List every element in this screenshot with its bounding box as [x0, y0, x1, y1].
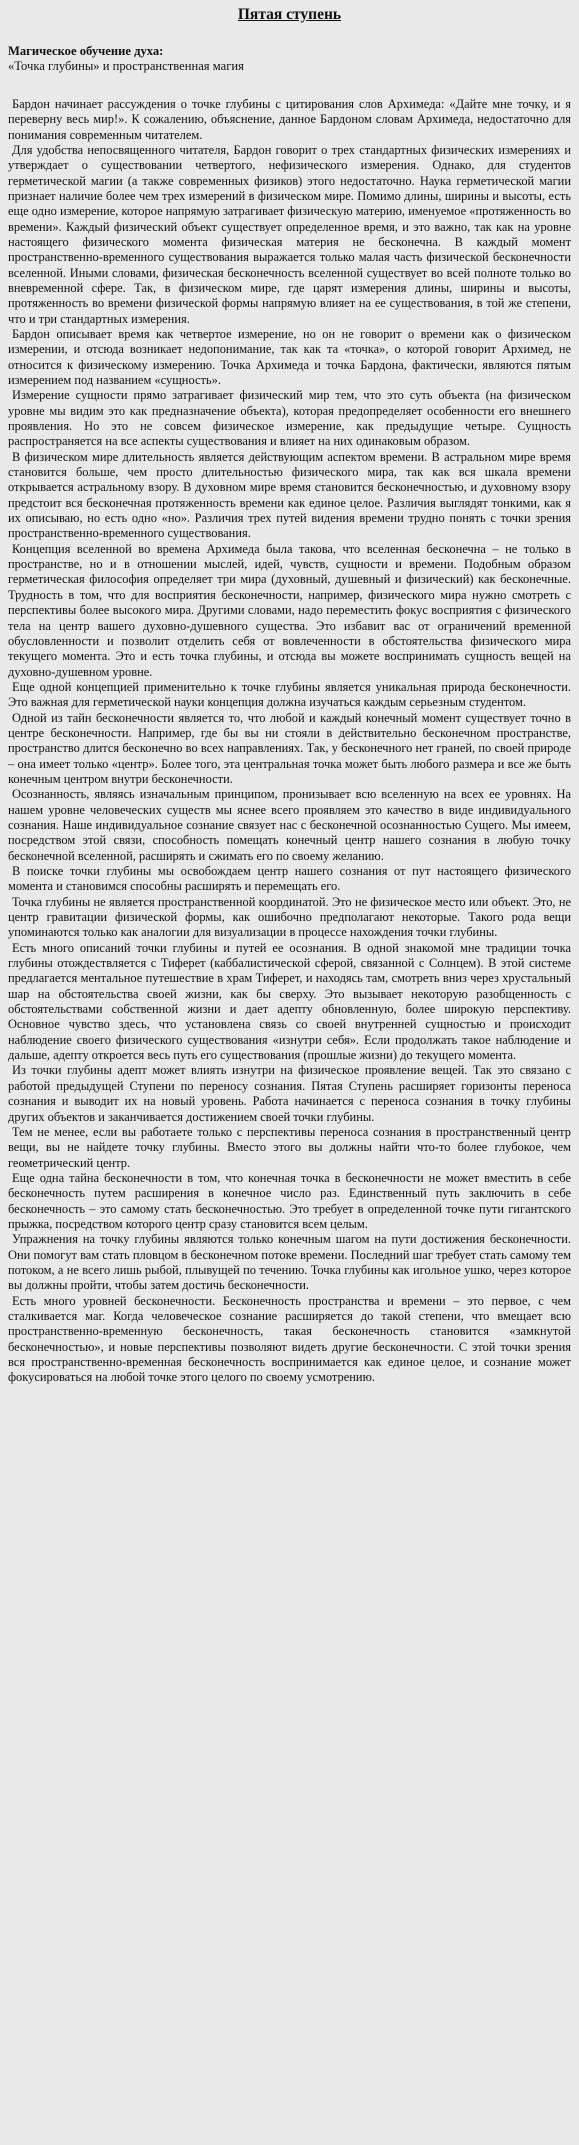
subtitle: «Точка глубины» и пространственная магия — [8, 59, 244, 74]
paragraph: Еще одна тайна бесконечности в том, что конечная точка в бесконечности не может вместить в себе бесконечность путем расширения в конечное число раз. Единственный путь заключить в себе бесконечность – это самому стать бесконечностью. Это требует в определенной точке пути гигантского прыжка, посредством которого центр сразу становится всем целым. — [8, 1170, 571, 1231]
paragraph: Измерение сущности прямо затрагивает физический мир тем, что это суть объекта (на физическом уровне мы видим это как предназначение объекта), которая предопределяет особенности его внешнего проявления. Но это не совсем физическое измерение, как предыдущие четыре. Сущность распространяется на все аспекты существования и влияет на них одинаковым образом. — [8, 388, 571, 449]
paragraph: Есть много описаний точки глубины и путей ее осознания. В одной знакомой мне традиции точка глубины отождествляется с Тиферет (каббалистической сферой, связанной с Солнцем). В этой системе предлагается ментальное путешествие в храм Тиферет, и находясь там, смотреть вниз через хрустальный шар на обстоятельства своей жизни, как бы сверху. Это вызывает некоторую разобщенность с обстоятельствами собственной жизни и дает адепту обновленную, более широкую перспективу. Основное чувство здесь, что установлена связь со своей внутренней сущностью и происходит наблюдение своего физического существования «изнутри себя». Если продолжать такое наблюдение и дальше, адепту откроется весь путь его существования (прошлые жизни) до текущего момента. — [8, 940, 571, 1063]
paragraph: Концепция вселенной во времена Архимеда была такова, что вселенная бесконечна – не только в пространстве, но и в отношении мыслей, идей, чувств, сущности и времени. Подобным образом герметическая философия определяет три мира (духовный, душевный и физический) как бесконечные. Трудность в том, что для восприятия бесконечности, например, физического мира нужно смотреть с перспективы более высокого мира. Другими словами, надо переместить фокус восприятия с физического тела на центр вашего духовно-душевного существа. Это избавит вас от ограничений временной обусловленности и позволит отделить себя от вовлеченности в обстоятельства физического мира текущего момента. Это и есть точка глубины, и отсюда вы можете воспринимать сущность вещей на духовно-душевном уровне. — [8, 541, 571, 679]
document-title: Пятая ступень — [237, 6, 342, 23]
paragraph: Из точки глубины адепт может влиять изнутри на физическое проявление вещей. Так это связано с работой предыдущей Ступени по переносу сознания. Пятая Ступень расширяет горизонты переноса сознания и выводит их на новый уровень. Работа начинается с переноса сознания в точку глубины других объектов и заканчивается достижением своей точки глубины. — [8, 1063, 571, 1124]
paragraph: Бардон начинает рассуждения о точке глубины с цитирования слов Архимеда: «Дайте мне точку, и я переверну весь мир!». К сожалению, объяснение, данное Бардоном словам Архимеда, недостаточно для понимания современным читателем. — [8, 96, 571, 142]
paragraph: Упражнения на точку глубины являются только конечным шагом на пути достижения бесконечности. Они помогут вам стать пловцом в бесконечном потоке времени. Последний шаг требует стать самому тем потоком, а не всего лишь рыбой, плывущей по течению. Точка глубины как игольное ушко, через которое вы должны пройти, чтобы затем достичь бесконечности. — [8, 1232, 571, 1293]
paragraph: В физическом мире длительность является действующим аспектом времени. В астральном мире время становится больше, чем просто длительностью физического мира, так как вся шкала времени открывается астральному взору. В духовном мире время становится бесконечностью, и духовному взору предстоит вся бесконечная протяженность времени как единое целое. Различия выглядят тонкими, как я их описываю, но есть одно «но». Различия трех путей видения времени трудно понять с точки зрения пространственно-временного существования. — [8, 449, 571, 541]
paragraph: Тем не менее, если вы работаете только с перспективы переноса сознания в пространственный центр вещи, вы не найдете точку глубины. Вместо этого вы должны найти что-то более глубокое, чем геометрический центр. — [8, 1124, 571, 1170]
paragraph: Есть много уровней бесконечности. Бесконечность пространства и времени – это первое, с чем сталкивается маг. Когда человеческое сознание расширяется до такой степени, что вмещает всю пространственно-временную бесконечность, такая бесконечность становится «замкнутой бесконечностью», и новые перспективы позволяют видеть другие бесконечности. С этой точки зрения вся пространственно-временная бесконечность воспринимается как единое целое, и сознание может фокусироваться на любой точке этого целого по своему усмотрению. — [8, 1293, 571, 1385]
paragraph: Для удобства непосвященного читателя, Бардон говорит о трех стандартных физических измерениях и утверждает о существовании четвертого, нефизического измерения. Однако, для студентов герметической магии (а также современных физиков) этого недостаточно. Наука герметической магии признает наличие более чем трех измерений в физическом мире. Помимо длины, ширины и высоты, есть еще одно измерение, которое напрямую затрагивает физическую материю, именуемое «протяженность во времени». Каждый физический объект существует определенное время, и это важно, так как на уровне настоящего физического момента физическая материя не бесконечна. В каждый момент пространственно-временного существования выражается только малая часть физической бесконечности вселенной. Иными словами, физическая бесконечность вселенной существует во всей полноте только во вневременной сфере. Так, в физическом мире, где царят измерения длины, ширины и высоты, протяженность во времени физической формы напрямую влияет на ее существования, в той же степени, что и три стандартных измерения. — [8, 142, 571, 326]
paragraph: Бардон описывает время как четвертое измерение, но он не говорит о времени как о физическом измерении, и отсюда возникает недопонимание, так как та «точка», о которой говорит Архимед, не относится к физическому измерению. Точка Архимеда и точка Бардона, фактически, являются пятым измерением под названием «сущность». — [8, 326, 571, 387]
paragraph: Точка глубины не является пространственной координатой. Это не физическое место или объект. Это, не центр гравитации физической формы, как ошибочно предполагают некоторые. Такого рода вещи упоминаются только как аналогии для визуализации в процессе нахождения точки глубины. — [8, 894, 571, 940]
paragraph: Еще одной концепцией применительно к точке глубины является уникальная природа бесконечности. Это важная для герметической науки концепция должна изучаться каждым серьезным студентом. — [8, 679, 571, 710]
document-page — [8, 0, 571, 1386]
paragraph: Осознанность, являясь изначальным принципом, пронизывает всю вселенную на всех ее уровнях. На нашем уровне человеческих существ мы яснее всего проявляем это качество в виде индивидуального сознания. Наше индивидуальное сознание связует нас с бесконечной осознанностью Сущего. Мы имеем, посредством этой связи, способность помещать конечный центр нашего сознания в любую точку бесконечной вселенной, расширять и сжимать его по своему желанию. — [8, 787, 571, 863]
subtitle-bold: Магическое обучение духа: — [8, 44, 164, 58]
paragraph: Одной из тайн бесконечности является то, что любой и каждый конечный момент существует точно в центре бесконечности. Например, где бы вы ни стояли в действительно бесконечном пространстве, пространство длится бесконечно во всех направлениях. Так, у бесконечного нет граней, по своей природе – она имеет только «центр». Более того, эта центральная точка может быть любого размера и все же быть конечным центром внутри бесконечности. — [8, 710, 571, 786]
paragraph: В поиске точки глубины мы освобождаем центр нашего сознания от пут настоящего физического момента и становимся способны расширять и перемещать его. — [8, 864, 571, 894]
document-body — [8, 97, 571, 1386]
